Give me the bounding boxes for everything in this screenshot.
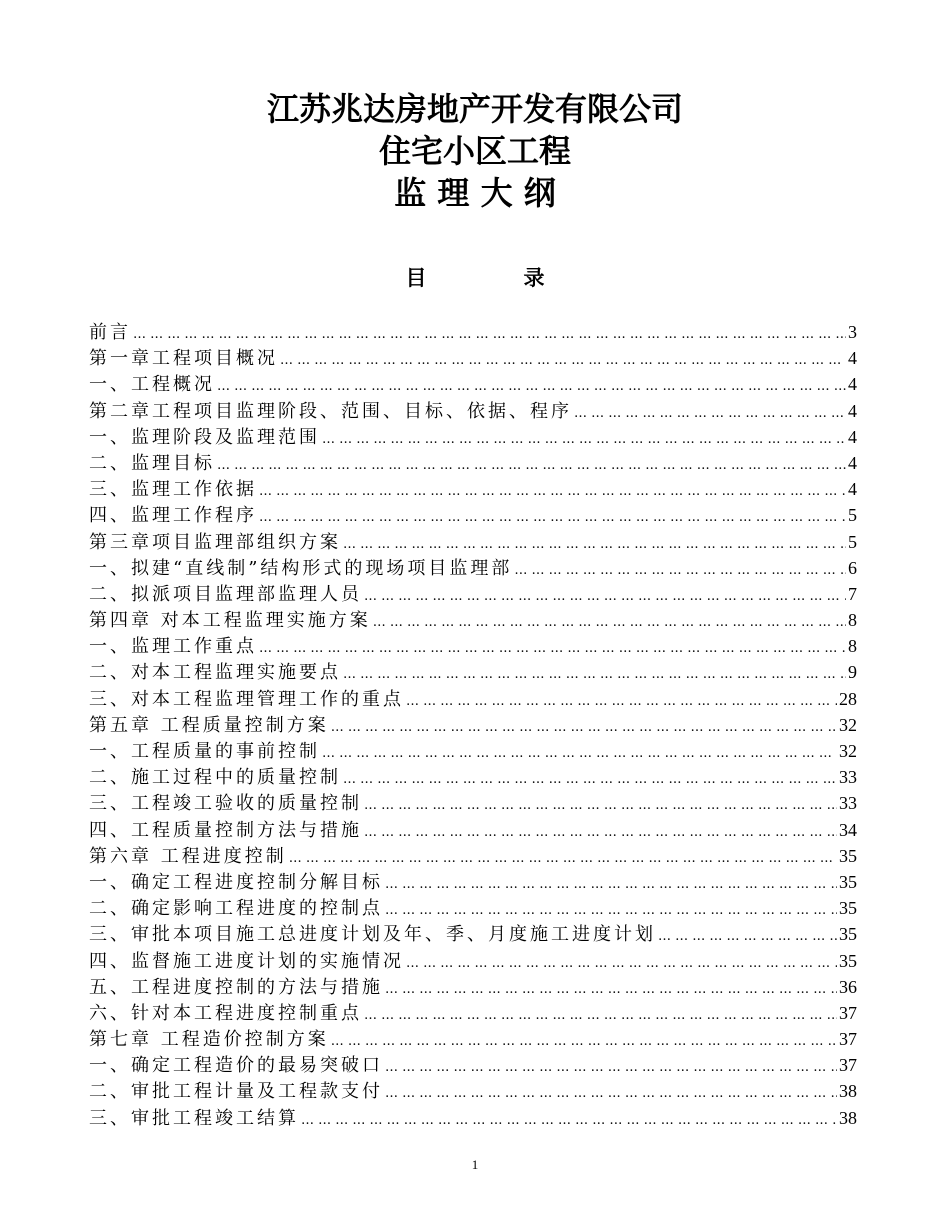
toc-dot-leader	[658, 924, 837, 947]
toc-entry[interactable]	[89, 476, 857, 502]
toc-entry-page: 36	[839, 976, 857, 997]
toc-dot-leader	[364, 584, 846, 607]
toc-entry-page: 5	[848, 505, 857, 526]
toc-dot-leader	[331, 715, 837, 738]
toc-entry[interactable]	[89, 345, 857, 371]
toc-dot-leader	[373, 610, 846, 633]
toc-dot-leader	[385, 872, 837, 895]
toc-entry-page: 32	[839, 714, 857, 735]
toc-entry[interactable]	[89, 817, 857, 843]
toc-entry-page: 32	[839, 741, 857, 761]
toc-dot-leader	[406, 951, 837, 974]
toc-entry-title: 一、监理阶段及监理范围	[89, 426, 320, 448]
toc-entry-page: 4	[848, 479, 857, 500]
toc-entry[interactable]	[89, 581, 857, 607]
toc-entry[interactable]	[89, 424, 857, 450]
toc-entry-page: 3	[848, 322, 857, 342]
toc-dot-leader	[259, 505, 846, 528]
toc-dot-leader	[364, 793, 837, 816]
toc-entry-title: 一、确定工程造价的最易突破口	[89, 1055, 383, 1077]
toc-entry-page: 35	[839, 871, 857, 892]
toc-dot-leader	[133, 322, 846, 345]
toc-entry-page: 33	[839, 767, 857, 788]
toc-dot-leader	[280, 348, 846, 371]
toc-entry[interactable]	[89, 843, 857, 869]
toc-entry[interactable]	[89, 921, 857, 947]
toc-entry-page: 4	[848, 426, 857, 447]
toc-dot-leader	[385, 977, 837, 1000]
toc-entry[interactable]	[89, 398, 857, 424]
toc-heading: 目 录	[405, 266, 583, 290]
toc-entry-title: 二、审批工程计量及工程款支付	[89, 1081, 383, 1103]
toc-dot-leader	[364, 1003, 837, 1026]
toc-entry-title: 前言	[89, 322, 131, 343]
toc-entry-page: 38	[839, 1081, 857, 1102]
toc-entry[interactable]	[89, 1026, 857, 1052]
toc-entry[interactable]	[89, 895, 857, 921]
toc-dot-leader	[331, 1029, 837, 1052]
table-of-contents	[89, 319, 857, 1131]
page-number: 1	[471, 1157, 479, 1172]
toc-entry-page: 7	[848, 583, 857, 604]
toc-entry-title: 三、审批本项目施工总进度计划及年、季、月度施工进度计划	[89, 924, 656, 946]
toc-dot-leader	[343, 532, 846, 555]
toc-entry-title: 一、确定工程进度控制分解目标	[89, 871, 383, 893]
toc-dot-leader	[217, 374, 846, 397]
document-type: 监 理 大 纲	[394, 174, 556, 212]
toc-dot-leader	[385, 1055, 837, 1078]
toc-entry[interactable]	[89, 502, 857, 528]
toc-entry-title: 第四章 对本工程监理实施方案	[89, 610, 371, 632]
toc-dot-leader	[574, 401, 846, 424]
toc-dot-leader	[343, 767, 837, 790]
company-name: 江苏兆达房地产开发有限公司	[266, 90, 683, 128]
toc-entry[interactable]	[89, 764, 857, 790]
toc-entry[interactable]	[89, 1105, 857, 1131]
toc-entry-title: 三、审批工程竣工结算	[89, 1107, 299, 1129]
toc-entry-title: 四、监督施工进度计划的实施情况	[89, 950, 404, 972]
toc-dot-leader	[364, 820, 837, 843]
toc-entry-title: 六、针对本工程进度控制重点	[89, 1002, 362, 1024]
toc-entry-title: 二、对本工程监理实施要点	[89, 662, 341, 684]
toc-entry-page: 4	[848, 348, 857, 369]
toc-entry-page: 9	[848, 662, 857, 683]
toc-entry-title: 三、监理工作依据	[89, 479, 257, 501]
toc-entry-page: 37	[839, 1029, 857, 1050]
toc-entry[interactable]	[89, 659, 857, 685]
toc-entry-page: 6	[848, 557, 857, 578]
toc-entry-page: 8	[848, 610, 857, 631]
toc-dot-leader	[406, 689, 837, 712]
toc-dot-leader	[322, 741, 837, 764]
toc-entry-title: 二、监理目标	[89, 452, 215, 474]
toc-entry[interactable]	[89, 1078, 857, 1104]
toc-entry-title: 一、拟建“直线制”结构形式的现场项目监理部	[89, 557, 513, 579]
toc-entry-title: 二、施工过程中的质量控制	[89, 767, 341, 789]
toc-entry-page: 4	[848, 400, 857, 421]
toc-entry[interactable]	[89, 555, 857, 581]
toc-entry-title: 一、监理工作重点	[89, 636, 257, 658]
toc-entry-page: 8	[848, 636, 857, 657]
toc-entry-page: 37	[839, 1055, 857, 1076]
toc-entry-title: 第七章 工程造价控制方案	[89, 1029, 329, 1051]
toc-dot-leader	[385, 1081, 837, 1104]
toc-dot-leader	[343, 662, 846, 685]
toc-entry-page: 4	[848, 374, 857, 395]
toc-entry-title: 四、工程质量控制方法与措施	[89, 819, 362, 841]
toc-entry[interactable]	[89, 450, 857, 476]
toc-entry-page: 38	[839, 1107, 857, 1128]
toc-entry-title: 第三章项目监理部组织方案	[89, 531, 341, 553]
toc-entry-page: 35	[839, 898, 857, 919]
toc-entry[interactable]	[89, 319, 857, 345]
toc-dot-leader	[289, 846, 837, 869]
toc-dot-leader	[217, 453, 846, 476]
toc-dot-leader	[385, 898, 837, 921]
toc-entry-page: 34	[839, 819, 857, 840]
toc-entry-title: 四、监理工作程序	[89, 505, 257, 527]
toc-entry[interactable]	[89, 371, 857, 397]
toc-entry-title: 第一章工程项目概况	[89, 348, 278, 370]
toc-dot-leader	[322, 427, 846, 450]
toc-entry[interactable]	[89, 738, 857, 764]
toc-entry[interactable]	[89, 712, 857, 738]
toc-entry[interactable]	[89, 529, 857, 555]
toc-entry-title: 第二章工程项目监理阶段、范围、目标、依据、程序	[89, 400, 572, 422]
toc-entry-title: 三、对本工程监理管理工作的重点	[89, 688, 404, 710]
toc-dot-leader	[259, 636, 846, 659]
toc-entry-title: 三、工程竣工验收的质量控制	[89, 793, 362, 815]
toc-entry-page: 5	[848, 531, 857, 552]
toc-entry[interactable]	[89, 1052, 857, 1078]
toc-entry[interactable]	[89, 607, 857, 633]
toc-entry-page: 35	[839, 950, 857, 971]
toc-entry[interactable]	[89, 948, 857, 974]
toc-entry-title: 第五章 工程质量控制方案	[89, 714, 329, 736]
toc-entry[interactable]	[89, 633, 857, 659]
toc-entry[interactable]	[89, 686, 857, 712]
toc-entry-title: 一、工程概况	[89, 374, 215, 396]
toc-entry-title: 第六章 工程进度控制	[89, 845, 287, 867]
toc-entry-page: 35	[839, 924, 857, 945]
toc-entry[interactable]	[89, 869, 857, 895]
toc-entry-page: 33	[839, 793, 857, 814]
toc-entry-title: 五、工程进度控制的方法与措施	[89, 976, 383, 998]
toc-entry-page: 35	[839, 845, 857, 866]
toc-dot-leader	[514, 558, 846, 581]
toc-dot-leader	[301, 1108, 837, 1131]
project-name: 住宅小区工程	[378, 132, 571, 170]
document-title	[0, 88, 950, 214]
toc-entry-title: 一、工程质量的事前控制	[89, 741, 320, 762]
toc-entry-page: 28	[839, 688, 857, 709]
toc-entry[interactable]	[89, 974, 857, 1000]
toc-entry-page: 37	[839, 1002, 857, 1023]
toc-entry[interactable]	[89, 1000, 857, 1026]
toc-entry[interactable]	[89, 790, 857, 816]
toc-entry-page: 4	[848, 452, 857, 473]
toc-entry-title: 二、确定影响工程进度的控制点	[89, 898, 383, 920]
toc-dot-leader	[259, 479, 846, 502]
toc-entry-title: 二、拟派项目监理部监理人员	[89, 583, 362, 605]
